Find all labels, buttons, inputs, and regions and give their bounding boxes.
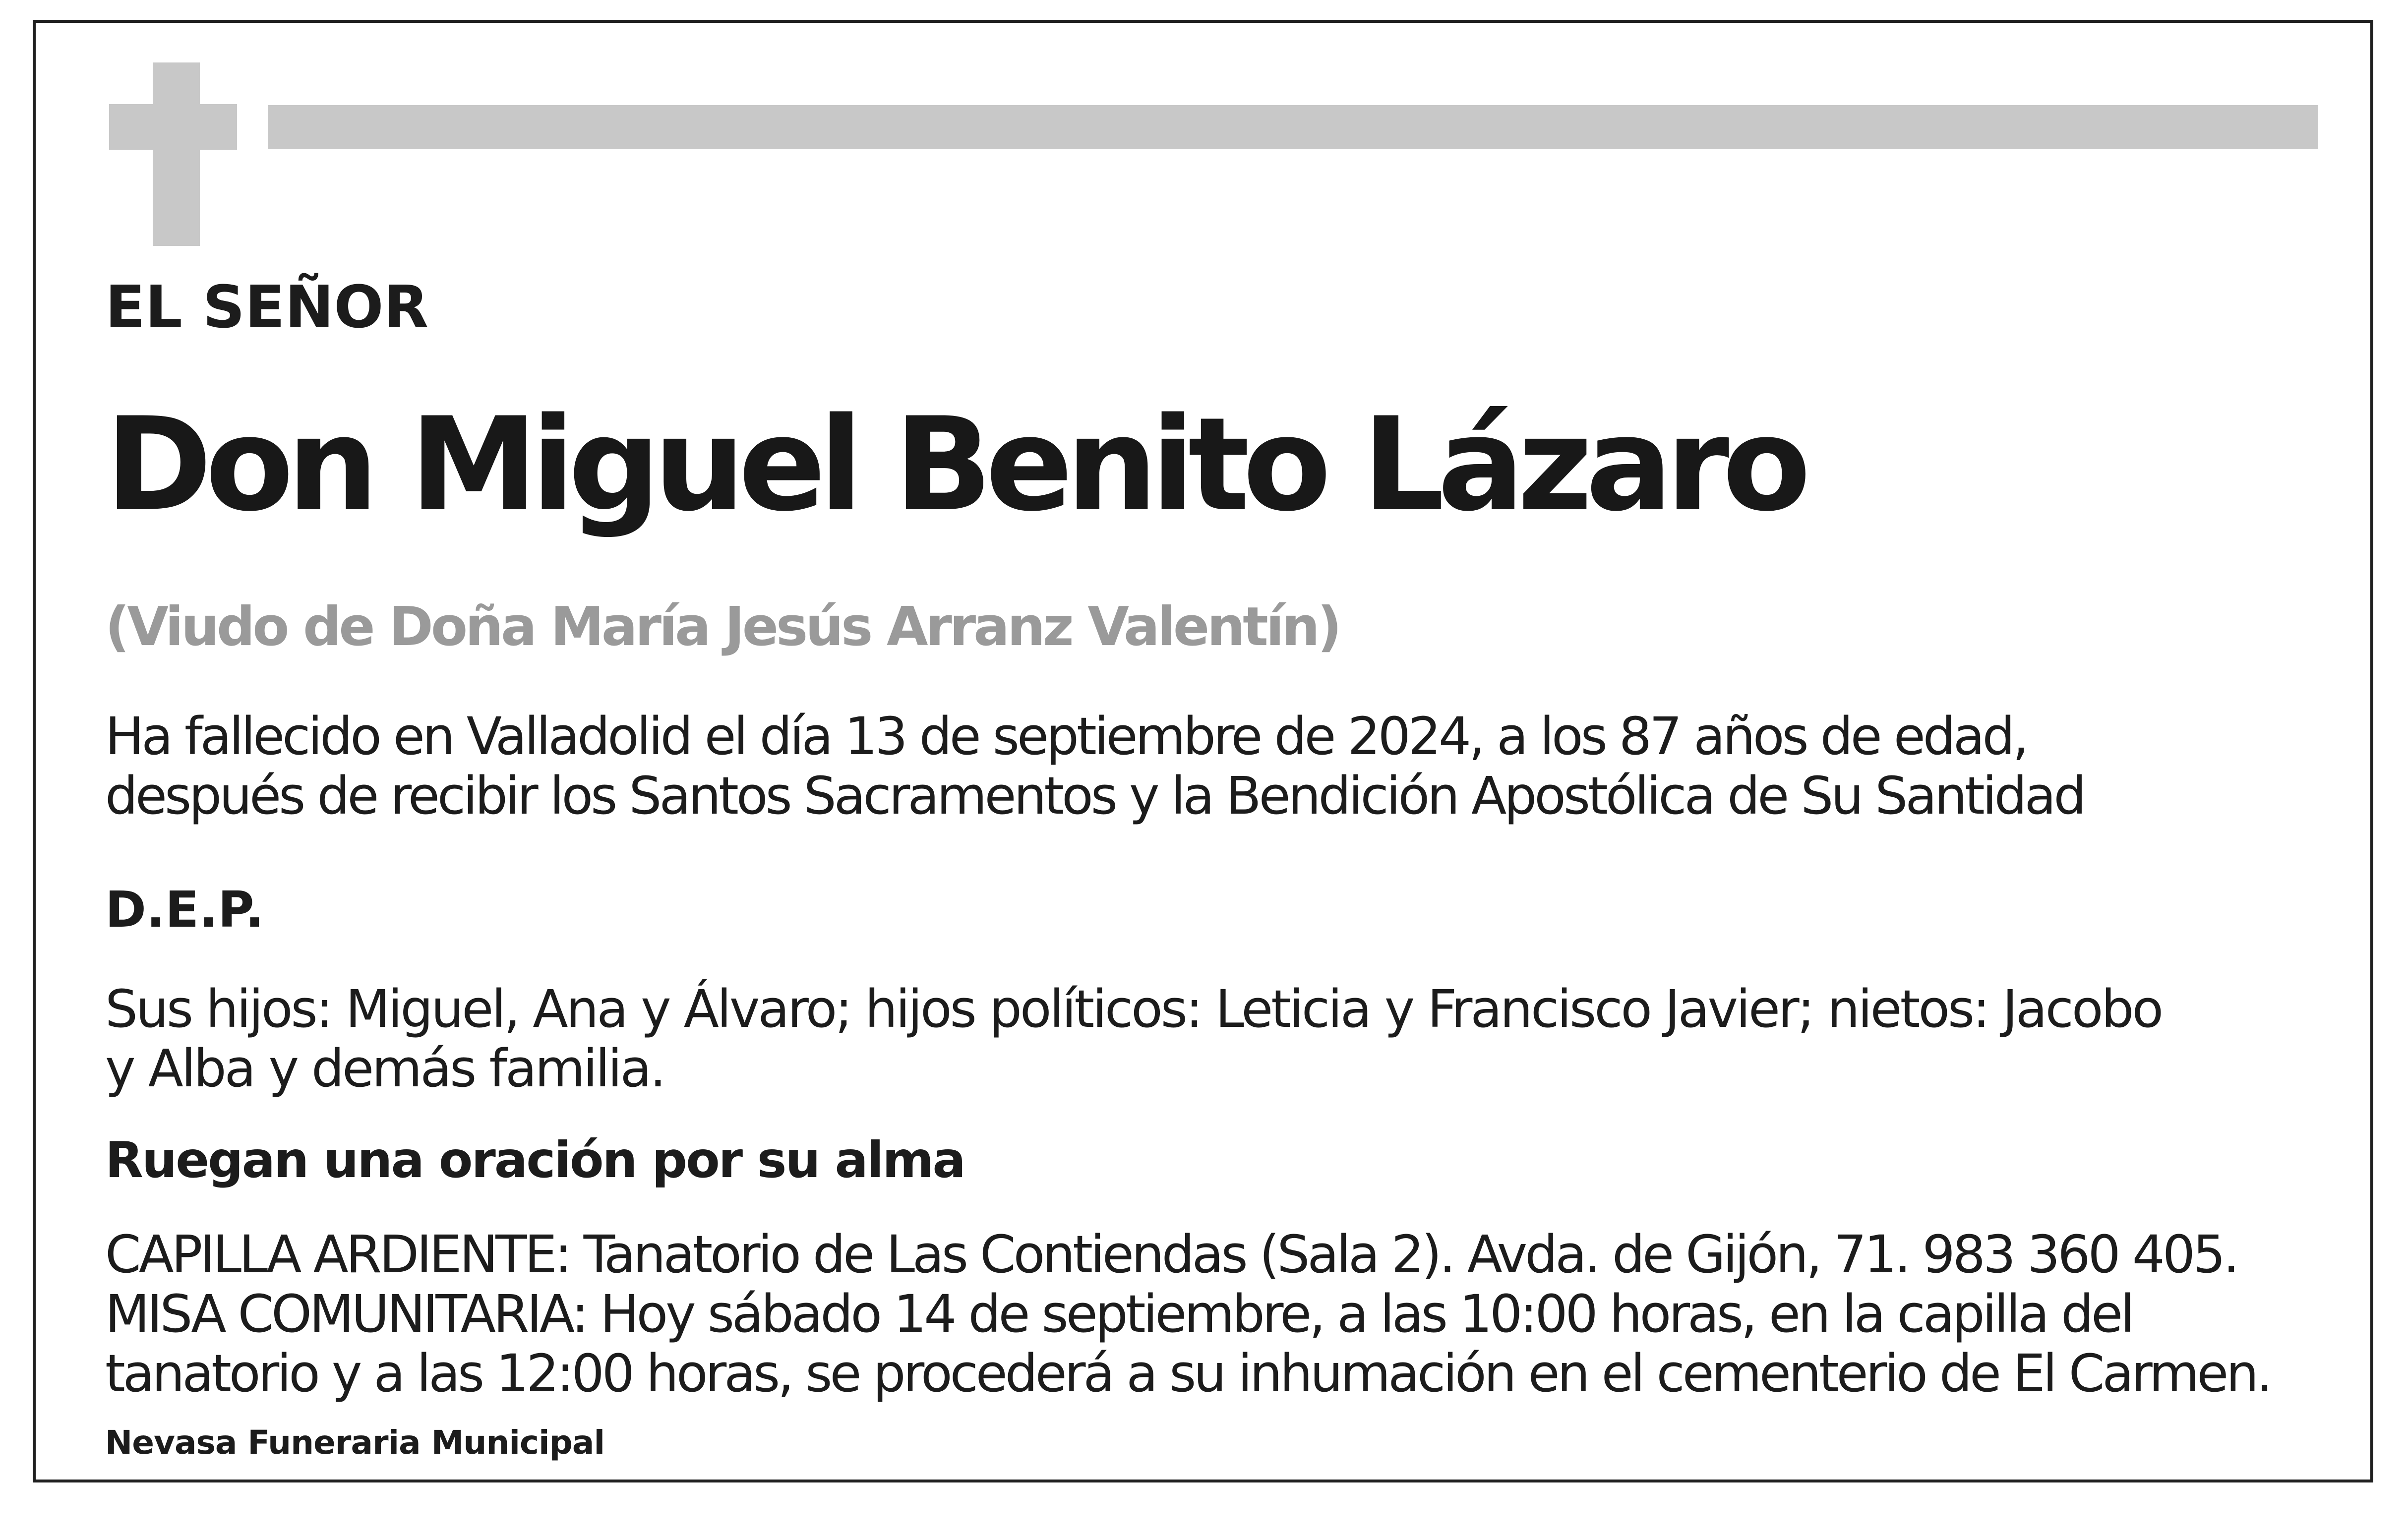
ceremony-line: MISA COMUNITARIA: Hoy sábado 14 de septiembre, a las 10:00 horas, en la capilla del (105, 1284, 2132, 1344)
family-line: Sus hijos: Miguel, Ana y Álvaro; hijos políticos: Leticia y Francisco Javier; nietos: Jacobo (105, 979, 2162, 1039)
honorific-title: EL SEÑOR (105, 273, 429, 341)
prayer-request: Ruegan una oración por su alma (105, 1131, 964, 1189)
death-notice-paragraph (105, 707, 2084, 826)
ceremony-details (105, 1225, 2270, 1403)
widower-note: (Viudo de Doña María Jesús Arranz Valentín) (105, 596, 1339, 658)
header-rule (268, 105, 2318, 149)
death-notice-line: Ha fallecido en Valladolid el día 13 de septiembre de 2024, a los 87 años de edad, (105, 706, 2027, 767)
family-line: y Alba y demás familia. (105, 1038, 664, 1099)
deceased-name: Don Miguel Benito Lázaro (105, 390, 1805, 540)
death-notice-line: después de recibir los Santos Sacramentos y la Bendición Apostólica de Su Santidad (105, 766, 2084, 826)
funeral-home-signature: Nevasa Funeraria Municipal (105, 1423, 605, 1462)
ceremony-line: CAPILLA ARDIENTE: Tanatorio de Las Contiendas (Sala 2). Avda. de Gijón, 71. 983 360 405. (105, 1224, 2237, 1285)
cross-horizontal-beam (109, 104, 237, 150)
dep-label: D.E.P. (105, 881, 264, 939)
family-paragraph (105, 979, 2162, 1098)
cross-vertical-beam (153, 62, 200, 246)
ceremony-line: tanatorio y a las 12:00 horas, se procederá a su inhumación en el cementerio de El Carmen. (105, 1343, 2271, 1404)
